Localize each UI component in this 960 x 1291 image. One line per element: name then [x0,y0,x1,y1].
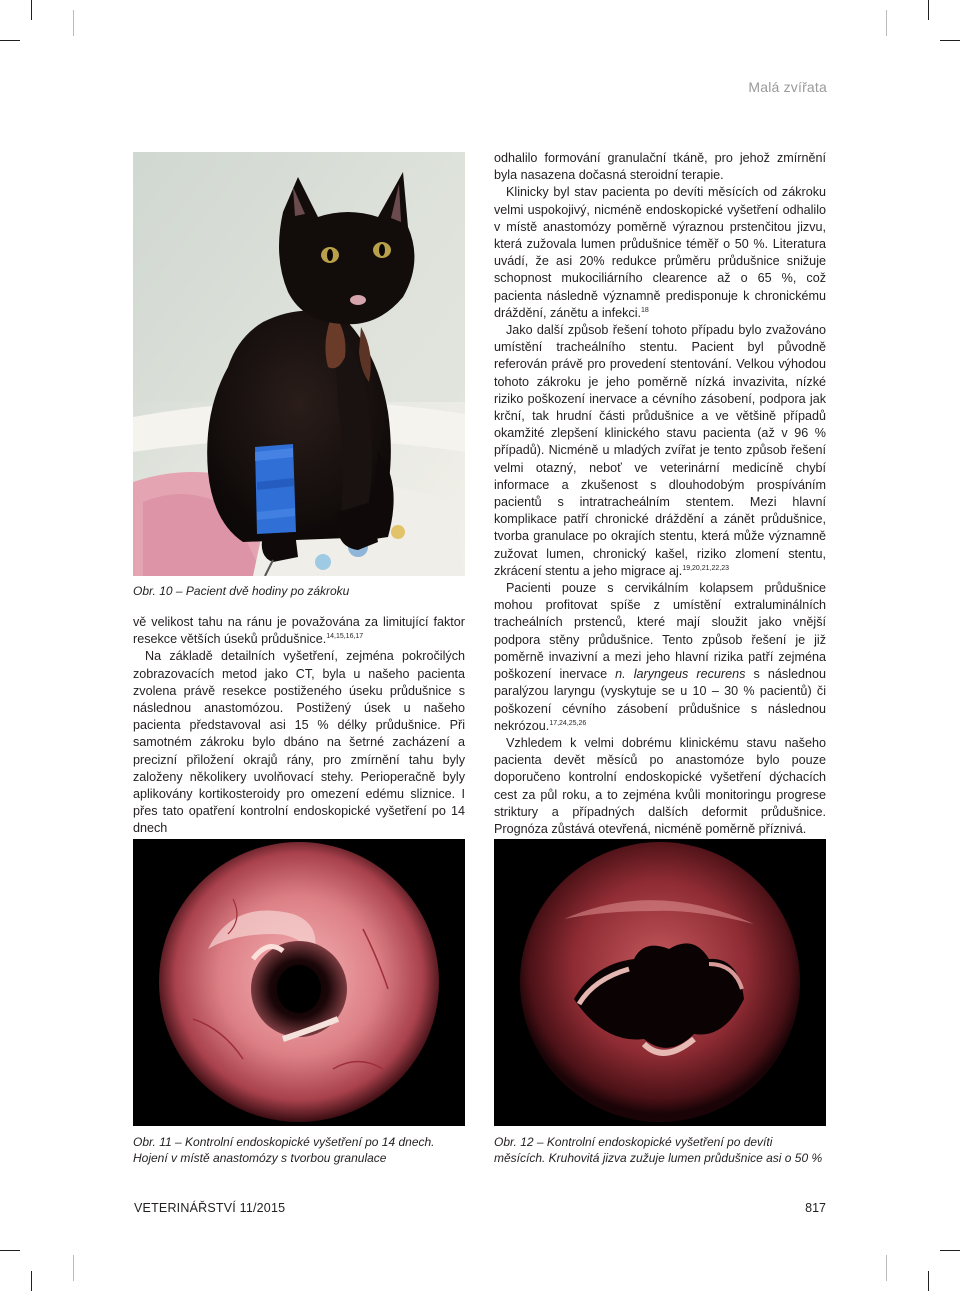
left-column [133,614,465,838]
crop-mark [940,1250,960,1251]
right-paragraph-5: Vzhledem k velmi dobrému klinickému stavu našeho pacienta devět měsíců po anastomóze bylo pouze doporučeno kontrolní endoskopické vyšetření dýchacích cest za půl roku, a to zejména kvůli monitoringu progrese striktury a případných dalších deformit průdušnice. Prognóza zůstává otevřená, nicméně poměrně příznivá. [494,735,826,836]
crop-mark [886,1255,887,1281]
reference: 18 [641,306,649,314]
crop-mark [928,1271,929,1291]
crop-mark [940,40,960,41]
crop-mark [73,10,74,36]
right-paragraph-2: Klinicky byl stav pacienta po devíti měsících od zákroku velmi uspokojivý, nicméně endoskopické vyšetření odhalilo v místě anastomózy poměrně výraznou prstenčitou jizvu, která zužovala lumen průdušnice téměř o 50 %. Literatura uvádí, že asi 20% redukce průměru průdušnice snižuje schopnost mukociliárního clearence až o 65 %, což pacienta následně významně predisponuje k chronickému dráždění, zánětu a infekci.$^{18}$ [494,185,826,320]
reference: 14,15,16,17 [326,633,364,641]
figure-10-caption: Obr. 10 – Pacient dvě hodiny po zákroku [133,584,350,598]
footer-journal: VETERINÁŘSTVÍ 11/2015 [134,1201,286,1215]
crop-mark [73,1255,74,1281]
figure-12-caption: Obr. 12 – Kontrolní endoskopické vyšetření po devíti měsících. Kruhovitá jizva zužuje lumen průdušnice asi o 50 % [494,1135,823,1165]
left-paragraph-2: Na základě detailních vyšetření, zejména pokročilých zobrazovacích metod jako CT, byla u našeho pacienta zvolena právě resekce postiženého úseku průdušnice s následnou anastomózou. Postižený úsek u našeho pacienta představoval asi 15 % délky průdušnice. Při samotném zákroku bylo dbáno na šetrné zacházení a precizní přiložení okrajů rány, pro zmírnění tahu byly založeny několikery uvolňovací stehy. Perioperačně byly aplikovány kortikosteroidy pro omezení edému sliznice. I přes tato opatření kontrolní endoskopické vyšetření po 14 dnech [133,649,465,836]
crop-mark [0,1250,20,1251]
figure-11-caption: Obr. 11 – Kontrolní endoskopické vyšetření po 14 dnech. Hojení v místě anastomózy s tvorbou granulace [133,1135,435,1165]
right-paragraph-1: odhalilo formování granulační tkáně, pro jehož zmírnění byla nasazena dočasná steroidní terapie. [494,151,826,183]
crop-mark [886,10,887,36]
crop-mark [31,0,32,20]
reference: 17,24,25,26 [549,719,587,727]
right-paragraph-4: Pacienti pouze s cervikálním kolapsem průdušnice mohou profitovat spíše z umístění extraluminálních tracheálních prstenců, které mají sloužit jako vnější podpora stěny průdušnice. Tento způsob řešení je již poměrně invazivní a mezi jeho hlavní rizika patří zejména poškození inervace n. laryngeus recurens s následnou paralýzou laryngu (vyskytuje se u 10 – 30 % pacientů) či poškození cévního zásobení průdušnice s následnou nekrózou.$^{17,24,25,26}$ [494,581,827,733]
figure-11-endoscopy-image [133,839,465,1126]
figure-12-endoscopy-image [494,839,826,1126]
reference: 19,20,21,22,23 [682,564,730,572]
crop-mark [928,0,929,20]
section-label: Malá zvířata [748,79,827,95]
figure-10-cat-photo [133,152,465,576]
left-paragraph-1: vě velikost tahu na ránu je považována za limitující faktor resekce větších úseků průdušnice.$^{14,15,16,17}$ [133,615,465,647]
crop-mark [0,40,20,41]
crop-mark [31,1271,32,1291]
right-paragraph-3: Jako další způsob řešení tohoto případu bylo zvažováno umístění tracheálního stentu. Pacient byl původně referován právě pro provedení stentování. Velkou výhodou tohoto zákroku je jeho poměrně nízká invazivita, nízké riziko poškození inervace a cévního zásobení, podpora jak krční, tak hrudní části průdušnice a ve většině případů okamžité zlepšení klinického stavu pacienta (až v 96 % případů). Nicméně u mladých zvířat je tento způsob řešení velmi otazný, neboť ve veterinární medicíně chybí informace a zkušenost s dlouhodobým prospíváním pacientů s intratracheálním stentem. Mezi hlavní komplikace patří chronické dráždění a zánět průdušnice, tvorba granulace po okrajích stentu, která může významně zužovat lumen, chronický kašel, riziko zlomení stentu, zkrácení stentu a jeho migrace aj.$^{19,20,21,22,23}$ [494,323,826,578]
right-column [494,150,826,838]
footer-page-number: 817 [805,1201,826,1215]
